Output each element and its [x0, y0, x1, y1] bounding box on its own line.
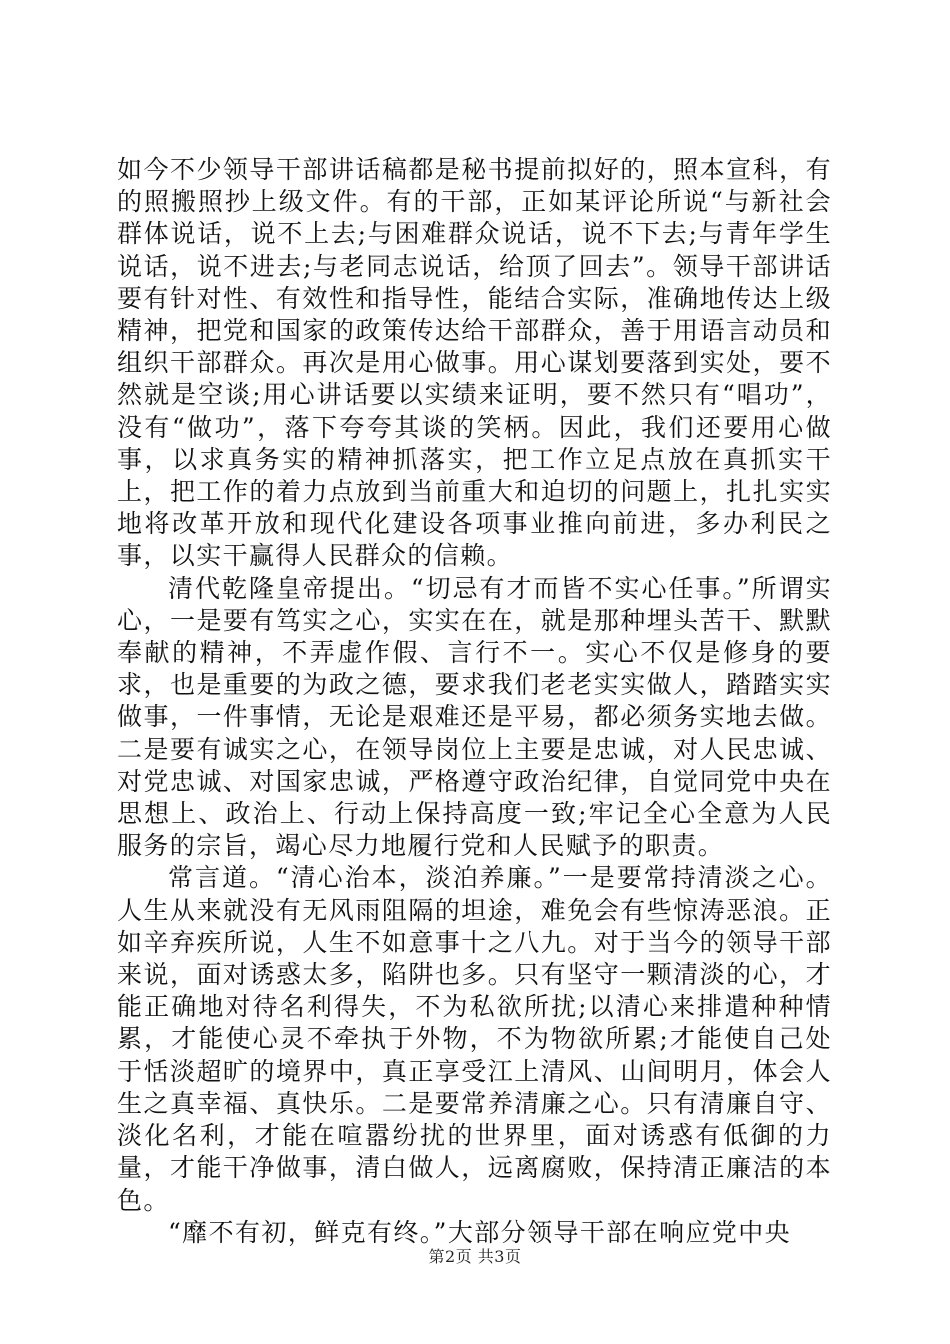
paragraph-1: 如今不少领导干部讲话稿都是秘书提前拟好的，照本宣科，有的照搬照抄上级文件。有的干部，正如某评论所说“与新社会群体说话，说不上去;与困难群众说话，说不下去;与青年学生说话，说不进去;与老同志说话，给顶了回去”。领导干部讲话要有针对性、有效性和指导性，能结合实际，准确地传达上级精神，把党和国家的政策传达给干部群众，善于用语言动员和组织干部群众。再次是用心做事。用心谋划要落到实处，要不然就是空谈;用心讲话要以实绩来证明，要不然只有“唱功”，没有“做功”，落下夸夸其谈的笑柄。因此，我们还要用心做事，以求真务实的精神抓落实，把工作立足点放在真抓实干上，把工作的着力点放到当前重大和迫切的问题上，扎扎实实地将改革开放和现代化建设各项事业推向前进，多办利民之事，以实干赢得人民群众的信赖。 [117, 155, 832, 571]
body-text [117, 154, 832, 1249]
paragraph-4: “靡不有初，鲜克有终。”大部分领导干部在响应党中央 [168, 1217, 792, 1247]
paragraph-3: 常言道。“清心治本，淡泊养廉。”一是要常持清淡之心。人生从来就没有无风雨阻隔的坦途，难免会有些惊涛恶浪。正如辛弃疾所说，人生不如意事十之八九。对于当今的领导干部来说，面对诱惑太多，陷阱也多。只有坚守一颗清淡的心，才能正确地对待名利得失，不为私欲所扰;以清心来排遣种种情累，才能使心灵不牵执于外物，不为物欲所累;才能使自己处于恬淡超旷的境界中，真正享受江上清风、山间明月，体会人生之真幸福、真快乐。二是要常养清廉之心。只有清廉自守、淡化名利，才能在喧嚣纷扰的世界里，面对诱惑有低御的力量，才能干净做事，清白做人，远离腐败，保持清正廉洁的本色。 [117, 863, 832, 1215]
paragraph-2: 清代乾隆皇帝提出。“切忌有才而皆不实心任事。”所谓实心，一是要有笃实之心，实实在在，就是那种埋头苦干、默默奉献的精神，不弄虚作假、言行不一。实心不仅是修身的要求，也是重要的为政之德，要求我们老老实实做人，踏踏实实做事，一件事情，无论是艰难还是平易，都必须务实地去做。二是要有诚实之心，在领导岗位上主要是忠诚，对人民忠诚、对党忠诚、对国家忠诚，严格遵守政治纪律，自觉同党中央在思想上、政治上、行动上保持高度一致;牢记全心全意为人民服务的宗旨，竭心尽力地履行党和人民赋予的职责。 [117, 573, 832, 861]
page-number-footer: 第2页 共3页 [428, 1247, 522, 1266]
